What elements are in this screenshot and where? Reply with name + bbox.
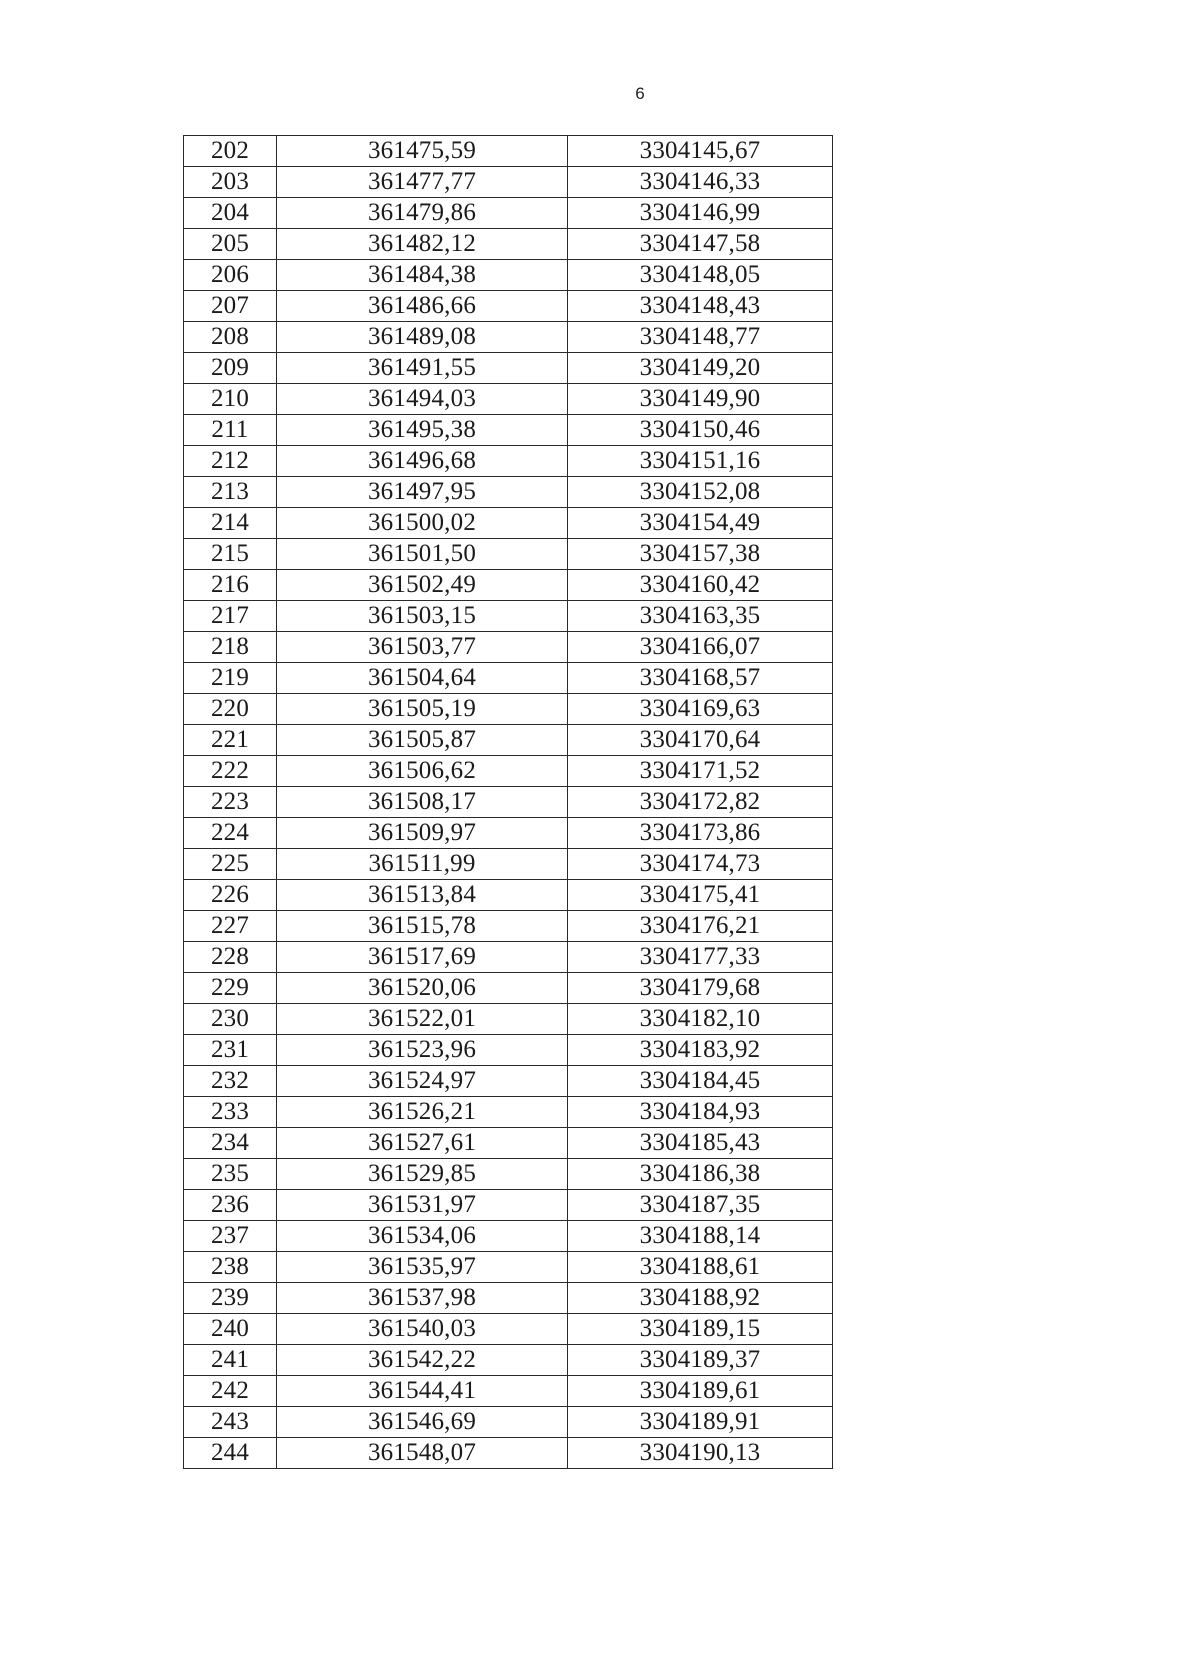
point-number-cell: 233 [184,1097,277,1128]
y-coordinate-cell: 3304168,57 [568,663,833,694]
point-number-cell: 227 [184,911,277,942]
y-coordinate-cell: 3304173,86 [568,818,833,849]
y-coordinate-cell: 3304148,77 [568,322,833,353]
x-coordinate-cell: 361511,99 [277,849,568,880]
x-coordinate-cell: 361513,84 [277,880,568,911]
y-coordinate-cell: 3304150,46 [568,415,833,446]
y-coordinate-cell: 3304189,91 [568,1407,833,1438]
y-coordinate-cell: 3304190,13 [568,1438,833,1469]
point-number-cell: 228 [184,942,277,973]
table-row [184,1252,833,1283]
y-coordinate-cell: 3304147,58 [568,229,833,260]
point-number-cell: 202 [184,136,277,167]
x-coordinate-cell: 361540,03 [277,1314,568,1345]
y-coordinate-cell: 3304166,07 [568,632,833,663]
x-coordinate-cell: 361495,38 [277,415,568,446]
point-number-cell: 208 [184,322,277,353]
table-row [184,1128,833,1159]
table-row [184,353,833,384]
table-row [184,508,833,539]
x-coordinate-cell: 361479,86 [277,198,568,229]
x-coordinate-cell: 361501,50 [277,539,568,570]
point-number-cell: 216 [184,570,277,601]
y-coordinate-cell: 3304177,33 [568,942,833,973]
y-coordinate-cell: 3304145,67 [568,136,833,167]
point-number-cell: 209 [184,353,277,384]
y-coordinate-cell: 3304146,99 [568,198,833,229]
table-row [184,384,833,415]
point-number-cell: 243 [184,1407,277,1438]
point-number-cell: 220 [184,694,277,725]
table-row [184,1345,833,1376]
table-row [184,260,833,291]
x-coordinate-cell: 361496,68 [277,446,568,477]
x-coordinate-cell: 361504,64 [277,663,568,694]
x-coordinate-cell: 361506,62 [277,756,568,787]
y-coordinate-cell: 3304149,90 [568,384,833,415]
x-coordinate-cell: 361508,17 [277,787,568,818]
x-coordinate-cell: 361491,55 [277,353,568,384]
table-row [184,725,833,756]
table-row [184,1283,833,1314]
x-coordinate-cell: 361502,49 [277,570,568,601]
x-coordinate-cell: 361489,08 [277,322,568,353]
point-number-cell: 240 [184,1314,277,1345]
y-coordinate-cell: 3304151,16 [568,446,833,477]
point-number-cell: 222 [184,756,277,787]
point-number-cell: 214 [184,508,277,539]
table-row [184,198,833,229]
point-number-cell: 223 [184,787,277,818]
y-coordinate-cell: 3304146,33 [568,167,833,198]
y-coordinate-cell: 3304175,41 [568,880,833,911]
table-row [184,942,833,973]
y-coordinate-cell: 3304148,05 [568,260,833,291]
point-number-cell: 236 [184,1190,277,1221]
point-number-cell: 238 [184,1252,277,1283]
table-row [184,694,833,725]
x-coordinate-cell: 361526,21 [277,1097,568,1128]
x-coordinate-cell: 361544,41 [277,1376,568,1407]
y-coordinate-cell: 3304189,37 [568,1345,833,1376]
table-row [184,446,833,477]
y-coordinate-cell: 3304170,64 [568,725,833,756]
table-row [184,1314,833,1345]
point-number-cell: 242 [184,1376,277,1407]
table-row [184,322,833,353]
point-number-cell: 204 [184,198,277,229]
x-coordinate-cell: 361517,69 [277,942,568,973]
x-coordinate-cell: 361503,15 [277,601,568,632]
point-number-cell: 203 [184,167,277,198]
y-coordinate-cell: 3304187,35 [568,1190,833,1221]
x-coordinate-cell: 361520,06 [277,973,568,1004]
table-row [184,415,833,446]
y-coordinate-cell: 3304184,45 [568,1066,833,1097]
y-coordinate-cell: 3304149,20 [568,353,833,384]
point-number-cell: 244 [184,1438,277,1469]
y-coordinate-cell: 3304163,35 [568,601,833,632]
point-number-cell: 210 [184,384,277,415]
table-row [184,136,833,167]
y-coordinate-cell: 3304154,49 [568,508,833,539]
y-coordinate-cell: 3304186,38 [568,1159,833,1190]
table-row [184,1159,833,1190]
point-number-cell: 241 [184,1345,277,1376]
table-row [184,1004,833,1035]
x-coordinate-cell: 361542,22 [277,1345,568,1376]
y-coordinate-cell: 3304176,21 [568,911,833,942]
x-coordinate-cell: 361531,97 [277,1190,568,1221]
coordinates-table [183,135,833,1469]
y-coordinate-cell: 3304188,14 [568,1221,833,1252]
table-row [184,167,833,198]
x-coordinate-cell: 361503,77 [277,632,568,663]
point-number-cell: 221 [184,725,277,756]
table-row [184,539,833,570]
point-number-cell: 226 [184,880,277,911]
table-row [184,1376,833,1407]
y-coordinate-cell: 3304182,10 [568,1004,833,1035]
y-coordinate-cell: 3304189,15 [568,1314,833,1345]
point-number-cell: 230 [184,1004,277,1035]
x-coordinate-cell: 361529,85 [277,1159,568,1190]
table-row [184,1407,833,1438]
point-number-cell: 231 [184,1035,277,1066]
x-coordinate-cell: 361515,78 [277,911,568,942]
point-number-cell: 235 [184,1159,277,1190]
x-coordinate-cell: 361475,59 [277,136,568,167]
point-number-cell: 229 [184,973,277,1004]
y-coordinate-cell: 3304188,92 [568,1283,833,1314]
y-coordinate-cell: 3304157,38 [568,539,833,570]
y-coordinate-cell: 3304160,42 [568,570,833,601]
table-row [184,1035,833,1066]
table-row [184,632,833,663]
point-number-cell: 207 [184,291,277,322]
y-coordinate-cell: 3304189,61 [568,1376,833,1407]
table-row [184,1097,833,1128]
y-coordinate-cell: 3304179,68 [568,973,833,1004]
table-row [184,849,833,880]
table-row [184,570,833,601]
table-row [184,1190,833,1221]
table-row [184,787,833,818]
x-coordinate-cell: 361494,03 [277,384,568,415]
x-coordinate-cell: 361534,06 [277,1221,568,1252]
point-number-cell: 213 [184,477,277,508]
page-number: 6 [635,84,645,103]
table-row [184,1066,833,1097]
x-coordinate-cell: 361527,61 [277,1128,568,1159]
table-row [184,229,833,260]
x-coordinate-cell: 361486,66 [277,291,568,322]
table-row [184,880,833,911]
x-coordinate-cell: 361500,02 [277,508,568,539]
table-row [184,973,833,1004]
y-coordinate-cell: 3304184,93 [568,1097,833,1128]
table-row [184,911,833,942]
point-number-cell: 232 [184,1066,277,1097]
x-coordinate-cell: 361537,98 [277,1283,568,1314]
point-number-cell: 234 [184,1128,277,1159]
x-coordinate-cell: 361497,95 [277,477,568,508]
point-number-cell: 206 [184,260,277,291]
x-coordinate-cell: 361484,38 [277,260,568,291]
table-row [184,601,833,632]
x-coordinate-cell: 361477,77 [277,167,568,198]
point-number-cell: 218 [184,632,277,663]
y-coordinate-cell: 3304169,63 [568,694,833,725]
x-coordinate-cell: 361548,07 [277,1438,568,1469]
table-row [184,477,833,508]
point-number-cell: 237 [184,1221,277,1252]
x-coordinate-cell: 361535,97 [277,1252,568,1283]
point-number-cell: 224 [184,818,277,849]
x-coordinate-cell: 361523,96 [277,1035,568,1066]
x-coordinate-cell: 361482,12 [277,229,568,260]
x-coordinate-cell: 361509,97 [277,818,568,849]
y-coordinate-cell: 3304152,08 [568,477,833,508]
x-coordinate-cell: 361505,19 [277,694,568,725]
y-coordinate-cell: 3304183,92 [568,1035,833,1066]
point-number-cell: 217 [184,601,277,632]
table-row [184,663,833,694]
y-coordinate-cell: 3304174,73 [568,849,833,880]
y-coordinate-cell: 3304185,43 [568,1128,833,1159]
point-number-cell: 225 [184,849,277,880]
x-coordinate-cell: 361505,87 [277,725,568,756]
y-coordinate-cell: 3304171,52 [568,756,833,787]
point-number-cell: 211 [184,415,277,446]
table-row [184,756,833,787]
table-row [184,1221,833,1252]
point-number-cell: 239 [184,1283,277,1314]
y-coordinate-cell: 3304172,82 [568,787,833,818]
y-coordinate-cell: 3304188,61 [568,1252,833,1283]
table-row [184,1438,833,1469]
point-number-cell: 215 [184,539,277,570]
point-number-cell: 212 [184,446,277,477]
x-coordinate-cell: 361522,01 [277,1004,568,1035]
table-row [184,818,833,849]
point-number-cell: 219 [184,663,277,694]
x-coordinate-cell: 361546,69 [277,1407,568,1438]
y-coordinate-cell: 3304148,43 [568,291,833,322]
table-row [184,291,833,322]
x-coordinate-cell: 361524,97 [277,1066,568,1097]
point-number-cell: 205 [184,229,277,260]
coordinates-table-body [184,136,833,1469]
